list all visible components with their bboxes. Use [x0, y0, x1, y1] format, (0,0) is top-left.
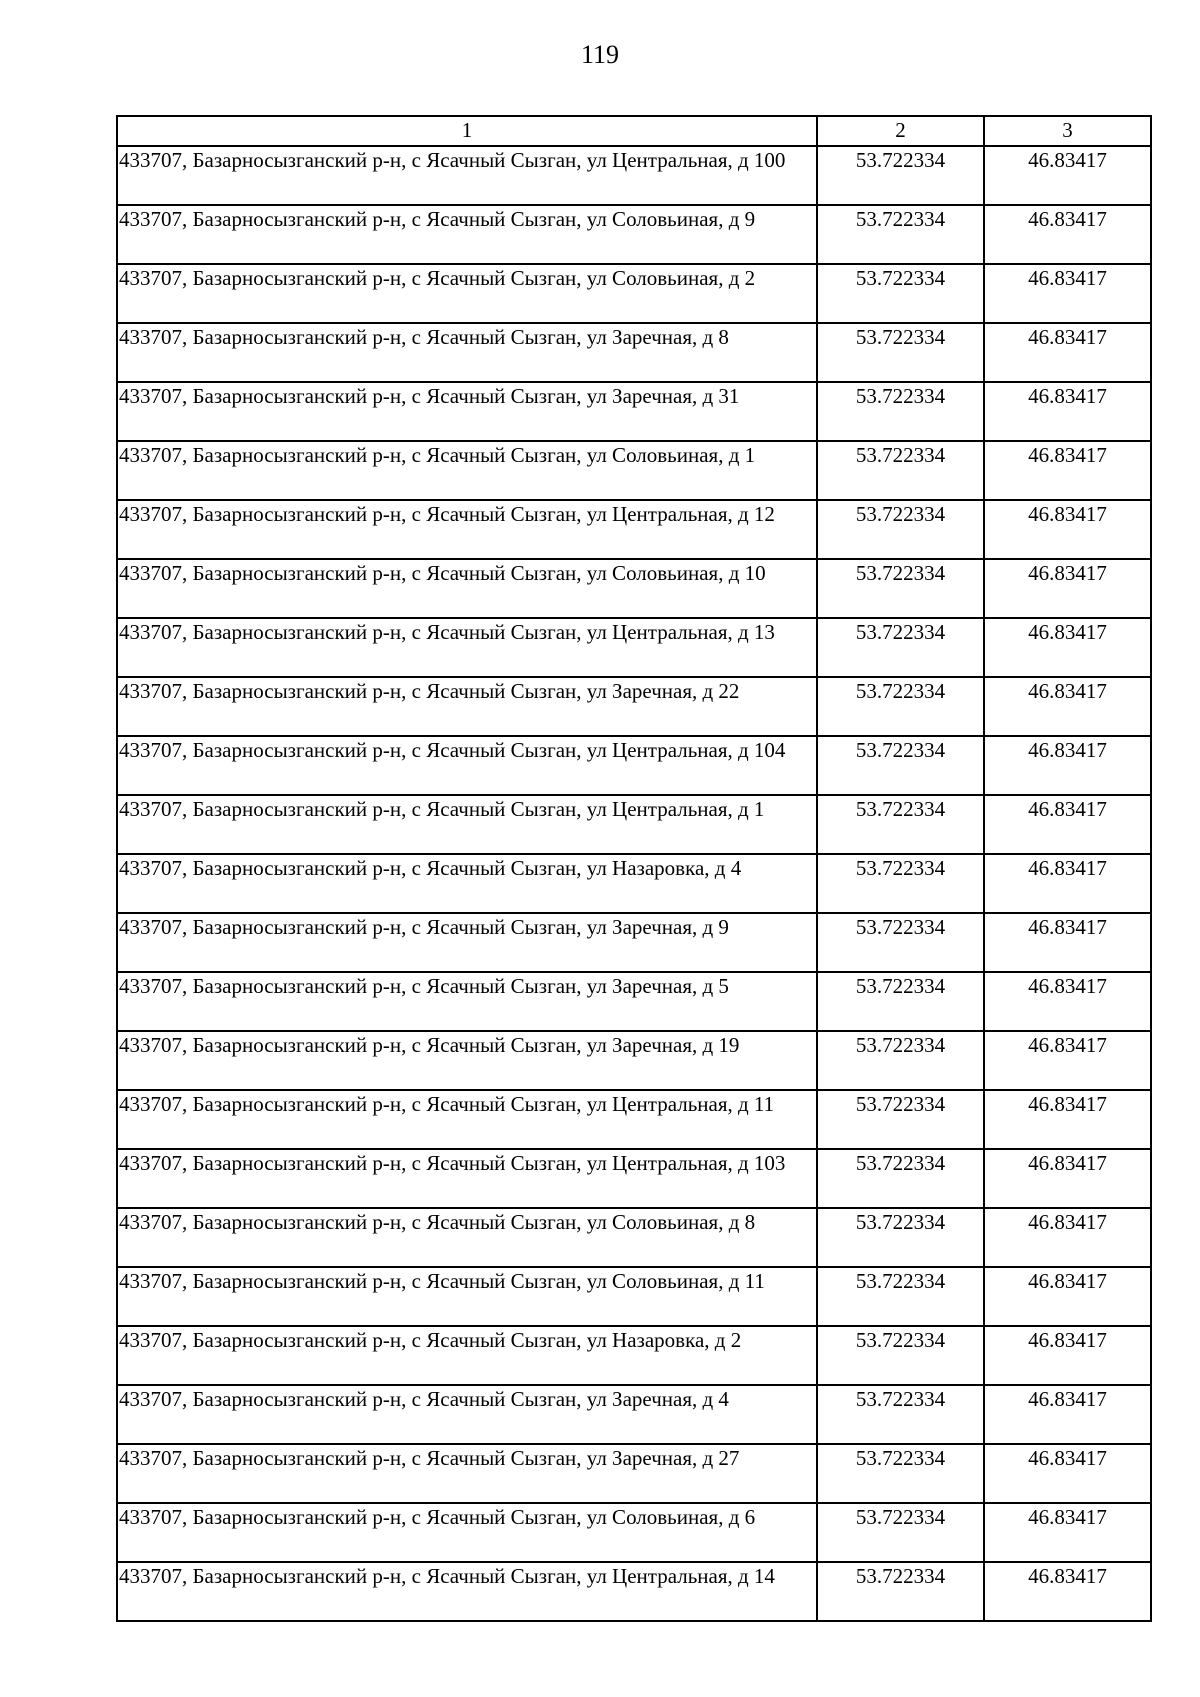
- latitude-cell: 53.722334: [817, 854, 984, 913]
- address-cell: 433707, Базарносызганский р-н, с Ясачный Сызган, ул Заречная, д 22: [117, 677, 817, 736]
- address-cell: 433707, Базарносызганский р-н, с Ясачный Сызган, ул Центральная, д 14: [117, 1562, 817, 1621]
- address-cell: 433707, Базарносызганский р-н, с Ясачный Сызган, ул Центральная, д 1: [117, 795, 817, 854]
- table-row: [117, 1385, 1151, 1444]
- longitude-cell: 46.83417: [984, 382, 1151, 441]
- address-cell: 433707, Базарносызганский р-н, с Ясачный Сызган, ул Заречная, д 8: [117, 323, 817, 382]
- latitude-cell: 53.722334: [817, 500, 984, 559]
- address-cell: 433707, Базарносызганский р-н, с Ясачный Сызган, ул Центральная, д 100: [117, 146, 817, 205]
- table-row: [117, 382, 1151, 441]
- latitude-cell: 53.722334: [817, 1562, 984, 1621]
- longitude-cell: 46.83417: [984, 854, 1151, 913]
- address-cell: 433707, Базарносызганский р-н, с Ясачный Сызган, ул Соловьиная, д 2: [117, 264, 817, 323]
- latitude-cell: 53.722334: [817, 736, 984, 795]
- latitude-cell: 53.722334: [817, 382, 984, 441]
- address-cell: 433707, Базарносызганский р-н, с Ясачный Сызган, ул Соловьиная, д 10: [117, 559, 817, 618]
- longitude-cell: 46.83417: [984, 795, 1151, 854]
- latitude-cell: 53.722334: [817, 264, 984, 323]
- longitude-cell: 46.83417: [984, 1090, 1151, 1149]
- latitude-cell: 53.722334: [817, 1503, 984, 1562]
- page-number: 119: [580, 40, 620, 69]
- column-header: 3: [984, 116, 1151, 146]
- table-row: [117, 618, 1151, 677]
- table-row: [117, 1503, 1151, 1562]
- latitude-cell: 53.722334: [817, 795, 984, 854]
- latitude-cell: 53.722334: [817, 146, 984, 205]
- latitude-cell: 53.722334: [817, 323, 984, 382]
- latitude-cell: 53.722334: [817, 1031, 984, 1090]
- address-cell: 433707, Базарносызганский р-н, с Ясачный Сызган, ул Заречная, д 5: [117, 972, 817, 1031]
- longitude-cell: 46.83417: [984, 1503, 1151, 1562]
- longitude-cell: 46.83417: [984, 972, 1151, 1031]
- latitude-cell: 53.722334: [817, 618, 984, 677]
- address-cell: 433707, Базарносызганский р-н, с Ясачный Сызган, ул Центральная, д 11: [117, 1090, 817, 1149]
- longitude-cell: 46.83417: [984, 559, 1151, 618]
- table-row: [117, 1444, 1151, 1503]
- latitude-cell: 53.722334: [817, 1444, 984, 1503]
- longitude-cell: 46.83417: [984, 323, 1151, 382]
- longitude-cell: 46.83417: [984, 1267, 1151, 1326]
- table-row: [117, 972, 1151, 1031]
- longitude-cell: 46.83417: [984, 913, 1151, 972]
- longitude-cell: 46.83417: [984, 677, 1151, 736]
- address-cell: 433707, Базарносызганский р-н, с Ясачный Сызган, ул Заречная, д 31: [117, 382, 817, 441]
- table-row: [117, 1562, 1151, 1621]
- latitude-cell: 53.722334: [817, 1149, 984, 1208]
- table-row: [117, 441, 1151, 500]
- address-cell: 433707, Базарносызганский р-н, с Ясачный Сызган, ул Соловьиная, д 8: [117, 1208, 817, 1267]
- latitude-cell: 53.722334: [817, 1267, 984, 1326]
- longitude-cell: 46.83417: [984, 1562, 1151, 1621]
- table-row: [117, 146, 1151, 205]
- longitude-cell: 46.83417: [984, 1031, 1151, 1090]
- longitude-cell: 46.83417: [984, 264, 1151, 323]
- table-row: [117, 1267, 1151, 1326]
- latitude-cell: 53.722334: [817, 677, 984, 736]
- longitude-cell: 46.83417: [984, 1326, 1151, 1385]
- address-cell: 433707, Базарносызганский р-н, с Ясачный Сызган, ул Заречная, д 9: [117, 913, 817, 972]
- table-row: [117, 1326, 1151, 1385]
- address-cell: 433707, Базарносызганский р-н, с Ясачный Сызган, ул Соловьиная, д 6: [117, 1503, 817, 1562]
- table-row: [117, 1090, 1151, 1149]
- longitude-cell: 46.83417: [984, 146, 1151, 205]
- table-row: [117, 323, 1151, 382]
- address-cell: 433707, Базарносызганский р-н, с Ясачный Сызган, ул Назаровка, д 4: [117, 854, 817, 913]
- column-header: 2: [817, 116, 984, 146]
- longitude-cell: 46.83417: [984, 736, 1151, 795]
- latitude-cell: 53.722334: [817, 441, 984, 500]
- table-row: [117, 1149, 1151, 1208]
- longitude-cell: 46.83417: [984, 618, 1151, 677]
- address-cell: 433707, Базарносызганский р-н, с Ясачный Сызган, ул Заречная, д 19: [117, 1031, 817, 1090]
- longitude-cell: 46.83417: [984, 1385, 1151, 1444]
- table-row: [117, 913, 1151, 972]
- table-row: [117, 677, 1151, 736]
- latitude-cell: 53.722334: [817, 1326, 984, 1385]
- address-cell: 433707, Базарносызганский р-н, с Ясачный Сызган, ул Заречная, д 4: [117, 1385, 817, 1444]
- latitude-cell: 53.722334: [817, 972, 984, 1031]
- table-row: [117, 854, 1151, 913]
- address-cell: 433707, Базарносызганский р-н, с Ясачный Сызган, ул Центральная, д 13: [117, 618, 817, 677]
- table-row: [117, 1208, 1151, 1267]
- address-cell: 433707, Базарносызганский р-н, с Ясачный Сызган, ул Соловьиная, д 9: [117, 205, 817, 264]
- table-row: [117, 205, 1151, 264]
- address-cell: 433707, Базарносызганский р-н, с Ясачный Сызган, ул Соловьиная, д 1: [117, 441, 817, 500]
- table-row: [117, 559, 1151, 618]
- longitude-cell: 46.83417: [984, 441, 1151, 500]
- table-row: [117, 264, 1151, 323]
- latitude-cell: 53.722334: [817, 1090, 984, 1149]
- table-row: [117, 1031, 1151, 1090]
- address-cell: 433707, Базарносызганский р-н, с Ясачный Сызган, ул Центральная, д 103: [117, 1149, 817, 1208]
- column-header: 1: [117, 116, 817, 146]
- address-coordinates-table: [116, 115, 1152, 1622]
- latitude-cell: 53.722334: [817, 559, 984, 618]
- table-row: [117, 500, 1151, 559]
- address-cell: 433707, Базарносызганский р-н, с Ясачный Сызган, ул Назаровка, д 2: [117, 1326, 817, 1385]
- latitude-cell: 53.722334: [817, 1208, 984, 1267]
- address-cell: 433707, Базарносызганский р-н, с Ясачный Сызган, ул Заречная, д 27: [117, 1444, 817, 1503]
- latitude-cell: 53.722334: [817, 1385, 984, 1444]
- address-cell: 433707, Базарносызганский р-н, с Ясачный Сызган, ул Соловьиная, д 11: [117, 1267, 817, 1326]
- table-header-row: [117, 116, 1151, 146]
- latitude-cell: 53.722334: [817, 913, 984, 972]
- longitude-cell: 46.83417: [984, 1149, 1151, 1208]
- longitude-cell: 46.83417: [984, 205, 1151, 264]
- address-cell: 433707, Базарносызганский р-н, с Ясачный Сызган, ул Центральная, д 12: [117, 500, 817, 559]
- table-row: [117, 736, 1151, 795]
- latitude-cell: 53.722334: [817, 205, 984, 264]
- longitude-cell: 46.83417: [984, 500, 1151, 559]
- longitude-cell: 46.83417: [984, 1444, 1151, 1503]
- address-cell: 433707, Базарносызганский р-н, с Ясачный Сызган, ул Центральная, д 104: [117, 736, 817, 795]
- table-row: [117, 795, 1151, 854]
- longitude-cell: 46.83417: [984, 1208, 1151, 1267]
